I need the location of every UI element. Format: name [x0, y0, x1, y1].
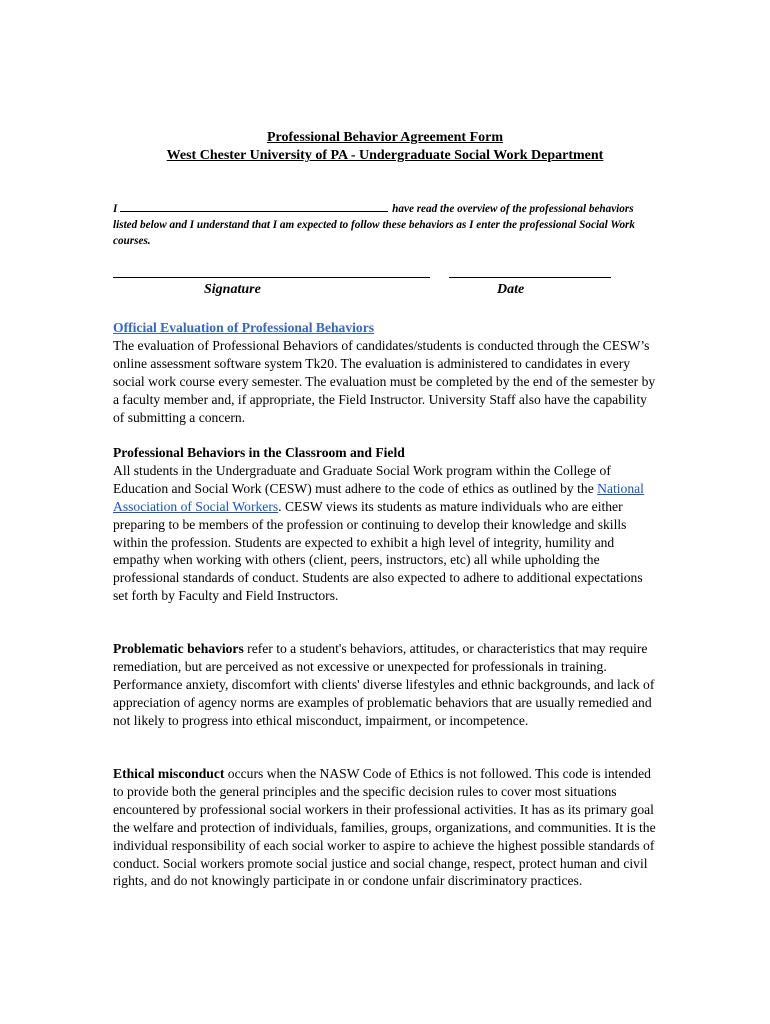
- official-evaluation-section: [113, 319, 661, 426]
- problematic-behaviors-body: refer to a student's behaviors, attitudes, or characteristics that may require remediation, but are perceived as not excessive or unexpected for professionals in training. Performance anxiety, discomfort with clients' diverse lifestyles and ethnic backgrounds, and lack of appreciation of agency norms are examples of problematic behaviors that are usually remedied and not likely to progress into ethical misconduct, impairment, or incompetence.: [113, 641, 655, 728]
- official-evaluation-body: The evaluation of Professional Behaviors of candidates/students is conducted through the CESW’s online assessment software system Tk20. The evaluation is administered to candidates in every social work course every semester. The evaluation must be completed by the end of the semester by a faculty member and, if appropriate, the Field Instructor. University Staff also have the capability of submitting a concern.: [113, 337, 656, 425]
- agreement-prefix: I: [113, 203, 118, 215]
- official-evaluation-heading[interactable]: Official Evaluation of Professional Behaviors: [113, 320, 375, 335]
- classroom-field-heading: Professional Behaviors in the Classroom and Field: [113, 445, 405, 460]
- date-line[interactable]: [449, 277, 611, 278]
- agreement-statement: [113, 200, 643, 249]
- classroom-field-body: [113, 462, 661, 605]
- date-label: Date: [497, 282, 525, 297]
- form-title: Professional Behavior Agreement Form: [266, 130, 504, 145]
- classroom-field-body-end: . CESW views its students as mature individuals who are either preparing to be members of the profession or continuing to develop their knowledge and skills within the profession. Students are expected to exhibit a high level of integrity, humility and empathy when working with others (client, peers, instructors, etc) all while upholding the professional standards of conduct. Students are also expected to adhere to additional expectations set forth by Faculty and Field Instructors.: [113, 498, 643, 604]
- agreement-text: have read the overview of the professional behaviors listed below and I understand that I am expected to follow these behaviors as I enter the professional Social Work courses.: [113, 203, 636, 247]
- signature-line[interactable]: [113, 277, 430, 278]
- problematic-behaviors-section: [113, 640, 661, 730]
- ethical-misconduct-body: occurs when the NASW Code of Ethics is not followed. This code is intended to provide both the general principles and the specific decision rules to cover most situations encountered by professional social workers in their professional activities. It has as its primary goal the welfare and protection of individuals, families, groups, organizations, and communities. It is the individual responsibility of each social worker to aspire to achieve the highest possible standards of conduct. Social workers promote social justice and social change, respect, protect human and civil rights, and do not knowingly participate in or condone unfair discriminatory practices.: [113, 766, 656, 889]
- department-subtitle: West Chester University of PA - Undergraduate Social Work Department: [166, 148, 604, 163]
- signature-label: Signature: [204, 282, 261, 297]
- nasw-link[interactable]: National Association of Social Workers: [113, 480, 644, 514]
- ethical-misconduct-section: [113, 765, 661, 890]
- problematic-behaviors-term: Problematic behaviors: [113, 641, 244, 656]
- name-blank-line[interactable]: [120, 200, 388, 212]
- ethical-misconduct-term: Ethical misconduct: [113, 766, 225, 781]
- classroom-field-section: [113, 444, 661, 605]
- classroom-field-body-start: All students in the Undergraduate and Graduate Social Work program within the College of Education and Social Work (CESW) must adhere to the code of ethics as outlined by the: [113, 462, 611, 496]
